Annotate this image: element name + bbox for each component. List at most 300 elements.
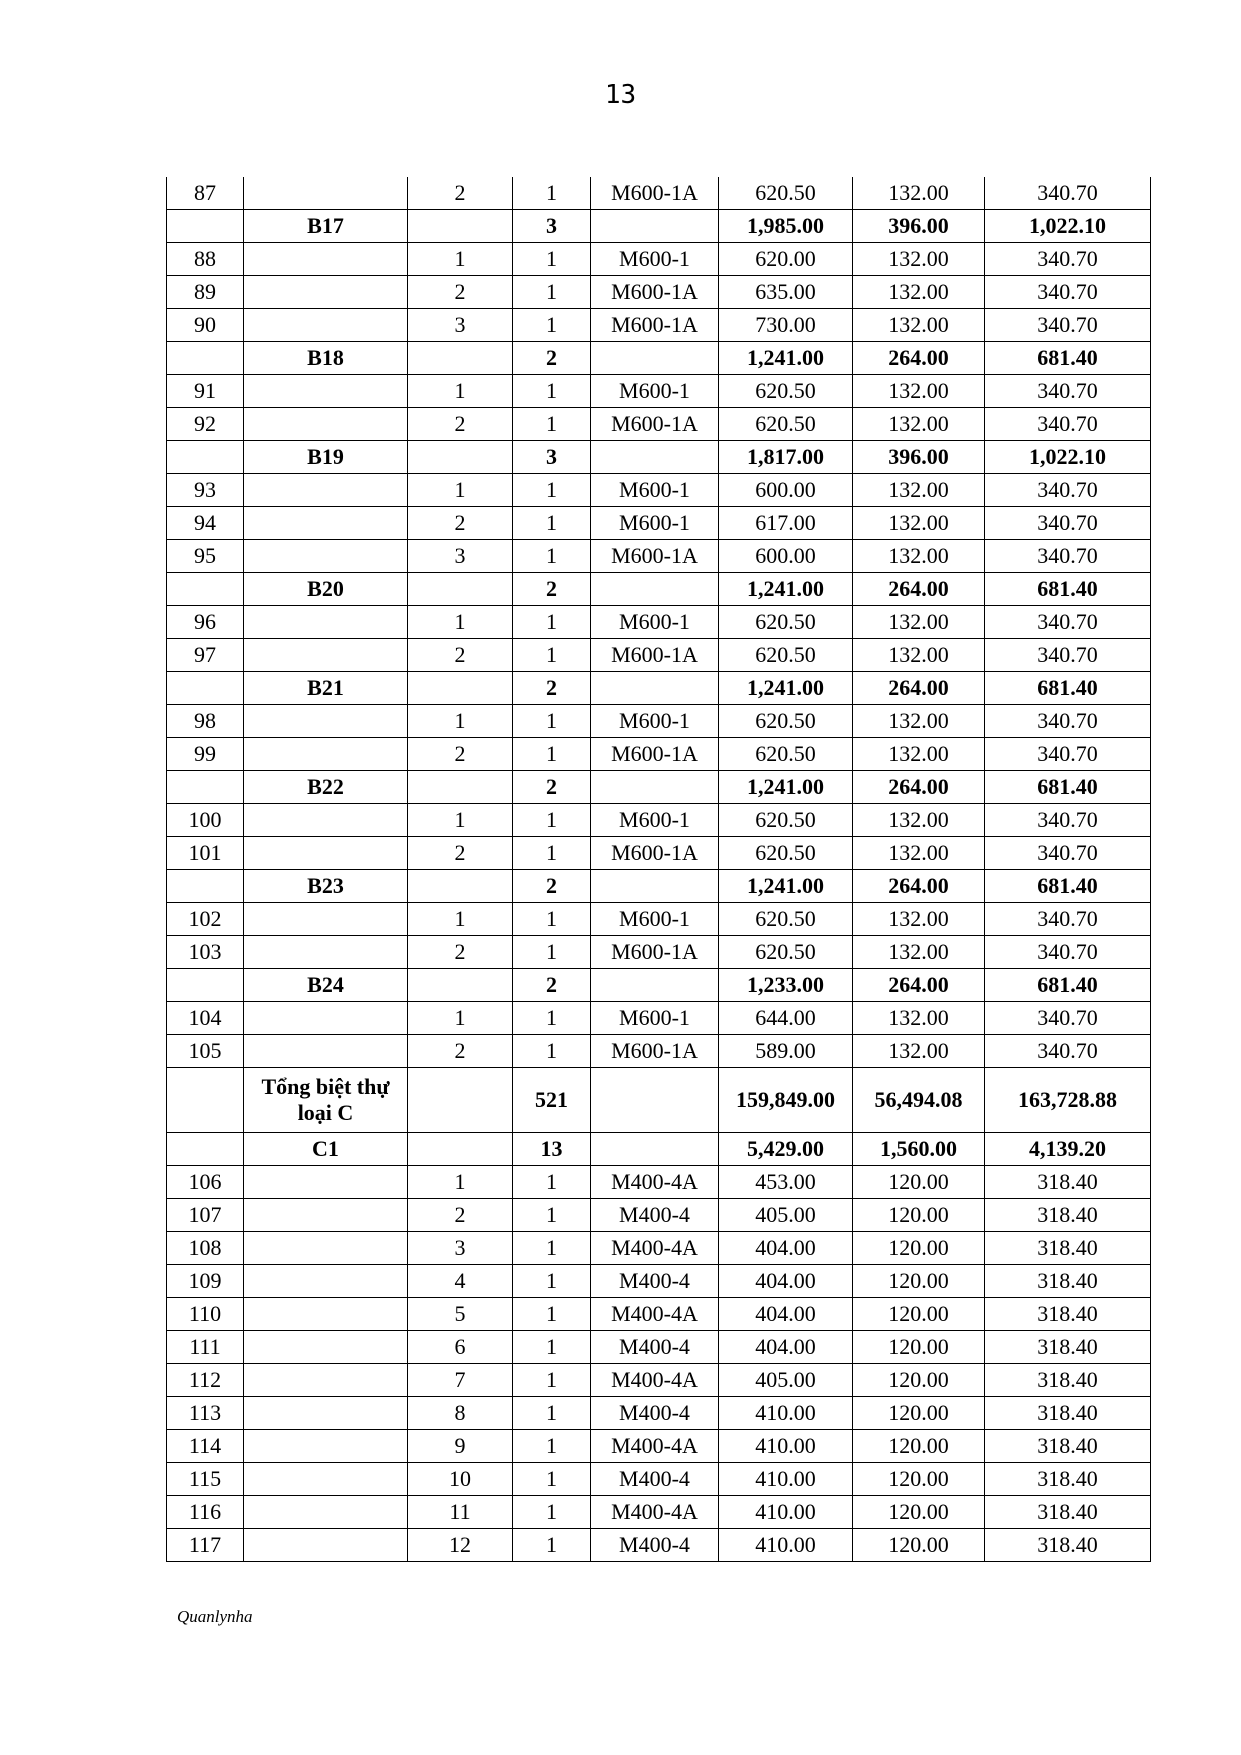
table-row	[167, 1232, 1151, 1265]
block-name-cell	[244, 1397, 408, 1430]
unit-index-cell	[408, 870, 513, 903]
row-number-cell: 116	[167, 1496, 244, 1529]
quantity-cell: 1	[513, 243, 591, 276]
building-area-cell: 264.00	[853, 672, 985, 705]
quantity-cell: 1	[513, 837, 591, 870]
quantity-cell: 1	[513, 1166, 591, 1199]
row-number-cell	[167, 441, 244, 474]
model-cell: M600-1	[591, 903, 719, 936]
block-name-cell	[244, 1002, 408, 1035]
quantity-cell: 1	[513, 507, 591, 540]
building-area-cell: 132.00	[853, 738, 985, 771]
block-name-cell	[244, 474, 408, 507]
group-subtotal-row	[167, 672, 1151, 705]
block-name-cell	[244, 276, 408, 309]
floor-area-cell: 318.40	[985, 1397, 1151, 1430]
unit-index-cell: 3	[408, 540, 513, 573]
unit-index-cell: 2	[408, 276, 513, 309]
building-area-cell: 120.00	[853, 1397, 985, 1430]
model-cell	[591, 1068, 719, 1133]
floor-area-cell: 340.70	[985, 936, 1151, 969]
footer-label: Quanlynha	[177, 1607, 253, 1626]
model-cell: M600-1A	[591, 408, 719, 441]
land-area-cell: 5,429.00	[719, 1133, 853, 1166]
quantity-cell: 1	[513, 1529, 591, 1562]
floor-area-cell: 318.40	[985, 1265, 1151, 1298]
block-name-cell: C1	[244, 1133, 408, 1166]
model-cell: M400-4A	[591, 1298, 719, 1331]
floor-area-cell: 681.40	[985, 969, 1151, 1002]
unit-index-cell	[408, 1068, 513, 1133]
block-name-cell	[244, 1430, 408, 1463]
land-area-cell: 1,241.00	[719, 870, 853, 903]
unit-index-cell: 1	[408, 903, 513, 936]
floor-area-cell: 340.70	[985, 474, 1151, 507]
table-row	[167, 1364, 1151, 1397]
table-row	[167, 1002, 1151, 1035]
building-area-cell: 120.00	[853, 1199, 985, 1232]
land-area-cell: 620.00	[719, 243, 853, 276]
row-number-cell: 113	[167, 1397, 244, 1430]
block-name-cell	[244, 837, 408, 870]
floor-area-cell: 681.40	[985, 573, 1151, 606]
unit-index-cell: 1	[408, 375, 513, 408]
quantity-cell: 1	[513, 1430, 591, 1463]
building-area-cell: 132.00	[853, 903, 985, 936]
unit-index-cell: 6	[408, 1331, 513, 1364]
floor-area-cell: 340.70	[985, 177, 1151, 210]
model-cell: M400-4	[591, 1199, 719, 1232]
unit-index-cell: 1	[408, 1166, 513, 1199]
land-area-cell: 410.00	[719, 1496, 853, 1529]
land-area-cell: 159,849.00	[719, 1068, 853, 1133]
block-name-cell: B22	[244, 771, 408, 804]
building-area-cell: 132.00	[853, 375, 985, 408]
floor-area-cell: 340.70	[985, 243, 1151, 276]
model-cell: M400-4A	[591, 1166, 719, 1199]
building-area-cell: 120.00	[853, 1364, 985, 1397]
building-area-cell: 132.00	[853, 276, 985, 309]
land-area-cell: 620.50	[719, 408, 853, 441]
unit-index-cell: 3	[408, 1232, 513, 1265]
row-number-cell: 93	[167, 474, 244, 507]
model-cell: M600-1	[591, 1002, 719, 1035]
floor-area-cell: 318.40	[985, 1430, 1151, 1463]
floor-area-cell: 318.40	[985, 1199, 1151, 1232]
model-cell	[591, 573, 719, 606]
block-name-cell	[244, 1364, 408, 1397]
land-area-cell: 453.00	[719, 1166, 853, 1199]
land-area-cell: 635.00	[719, 276, 853, 309]
quantity-cell: 1	[513, 705, 591, 738]
land-area-cell: 1,241.00	[719, 672, 853, 705]
land-area-cell: 600.00	[719, 540, 853, 573]
unit-index-cell: 1	[408, 606, 513, 639]
block-name-cell	[244, 1463, 408, 1496]
land-area-cell: 1,233.00	[719, 969, 853, 1002]
land-area-cell: 404.00	[719, 1331, 853, 1364]
building-area-cell: 56,494.08	[853, 1068, 985, 1133]
building-area-cell: 132.00	[853, 243, 985, 276]
table-body	[167, 177, 1151, 1562]
unit-index-cell	[408, 969, 513, 1002]
quantity-cell: 3	[513, 441, 591, 474]
quantity-cell: 1	[513, 606, 591, 639]
land-area-cell: 620.50	[719, 639, 853, 672]
row-number-cell	[167, 771, 244, 804]
land-area-cell: 410.00	[719, 1430, 853, 1463]
block-name-cell: B21	[244, 672, 408, 705]
block-name-cell: B17	[244, 210, 408, 243]
unit-index-cell	[408, 441, 513, 474]
land-area-cell: 589.00	[719, 1035, 853, 1068]
building-area-cell: 132.00	[853, 639, 985, 672]
land-area-cell: 620.50	[719, 903, 853, 936]
table-row	[167, 837, 1151, 870]
villa-area-table	[166, 177, 1151, 1562]
land-area-cell: 620.50	[719, 804, 853, 837]
unit-index-cell: 1	[408, 243, 513, 276]
model-cell: M400-4	[591, 1397, 719, 1430]
floor-area-cell: 318.40	[985, 1496, 1151, 1529]
block-name-cell: B18	[244, 342, 408, 375]
building-area-cell: 120.00	[853, 1430, 985, 1463]
building-area-cell: 264.00	[853, 870, 985, 903]
unit-index-cell: 5	[408, 1298, 513, 1331]
table-row	[167, 1298, 1151, 1331]
building-area-cell: 132.00	[853, 507, 985, 540]
unit-index-cell: 8	[408, 1397, 513, 1430]
model-cell: M600-1A	[591, 1035, 719, 1068]
floor-area-cell: 340.70	[985, 837, 1151, 870]
quantity-cell: 2	[513, 342, 591, 375]
floor-area-cell: 340.70	[985, 804, 1151, 837]
table-row	[167, 1529, 1151, 1562]
block-name-cell	[244, 705, 408, 738]
table-row	[167, 375, 1151, 408]
floor-area-cell: 340.70	[985, 375, 1151, 408]
land-area-cell: 1,817.00	[719, 441, 853, 474]
row-number-cell: 92	[167, 408, 244, 441]
unit-index-cell	[408, 1133, 513, 1166]
block-name-cell	[244, 1232, 408, 1265]
model-cell	[591, 441, 719, 474]
table-row	[167, 804, 1151, 837]
row-number-cell: 110	[167, 1298, 244, 1331]
building-area-cell: 132.00	[853, 837, 985, 870]
block-name-cell	[244, 309, 408, 342]
model-cell: M400-4	[591, 1463, 719, 1496]
unit-index-cell: 9	[408, 1430, 513, 1463]
building-area-cell: 120.00	[853, 1496, 985, 1529]
table-row	[167, 1463, 1151, 1496]
land-area-cell: 620.50	[719, 738, 853, 771]
building-area-cell: 396.00	[853, 210, 985, 243]
block-name-cell: B24	[244, 969, 408, 1002]
block-name-cell	[244, 1199, 408, 1232]
quantity-cell: 13	[513, 1133, 591, 1166]
unit-index-cell: 1	[408, 1002, 513, 1035]
model-cell	[591, 210, 719, 243]
building-area-cell: 132.00	[853, 540, 985, 573]
row-number-cell: 106	[167, 1166, 244, 1199]
floor-area-cell: 681.40	[985, 870, 1151, 903]
group-subtotal-row	[167, 870, 1151, 903]
table-row	[167, 1199, 1151, 1232]
table-row	[167, 936, 1151, 969]
block-name-cell	[244, 177, 408, 210]
land-area-cell: 1,241.00	[719, 573, 853, 606]
quantity-cell: 1	[513, 540, 591, 573]
table-row	[167, 1265, 1151, 1298]
quantity-cell: 1	[513, 1199, 591, 1232]
land-area-cell: 620.50	[719, 837, 853, 870]
floor-area-cell: 681.40	[985, 771, 1151, 804]
building-area-cell: 120.00	[853, 1331, 985, 1364]
row-number-cell	[167, 342, 244, 375]
model-cell: M400-4	[591, 1529, 719, 1562]
floor-area-cell: 340.70	[985, 309, 1151, 342]
group-subtotal-row	[167, 210, 1151, 243]
model-cell: M600-1A	[591, 309, 719, 342]
building-area-cell: 120.00	[853, 1166, 985, 1199]
floor-area-cell: 4,139.20	[985, 1133, 1151, 1166]
block-name-cell: Tổng biệt thự loại C	[244, 1068, 408, 1133]
block-name-cell	[244, 738, 408, 771]
model-cell	[591, 672, 719, 705]
model-cell: M400-4A	[591, 1430, 719, 1463]
table-row	[167, 903, 1151, 936]
unit-index-cell	[408, 672, 513, 705]
unit-index-cell: 2	[408, 1199, 513, 1232]
quantity-cell: 2	[513, 969, 591, 1002]
unit-index-cell: 2	[408, 507, 513, 540]
block-name-cell	[244, 1496, 408, 1529]
building-area-cell: 120.00	[853, 1298, 985, 1331]
row-number-cell	[167, 969, 244, 1002]
block-name-cell	[244, 408, 408, 441]
quantity-cell: 2	[513, 870, 591, 903]
row-number-cell: 104	[167, 1002, 244, 1035]
quantity-cell: 1	[513, 639, 591, 672]
quantity-cell: 1	[513, 375, 591, 408]
floor-area-cell: 340.70	[985, 540, 1151, 573]
unit-index-cell: 7	[408, 1364, 513, 1397]
building-area-cell: 132.00	[853, 177, 985, 210]
row-number-cell: 101	[167, 837, 244, 870]
grand-total-row	[167, 1068, 1151, 1133]
row-number-cell: 112	[167, 1364, 244, 1397]
unit-index-cell: 2	[408, 639, 513, 672]
model-cell: M600-1	[591, 804, 719, 837]
unit-index-cell: 2	[408, 936, 513, 969]
land-area-cell: 404.00	[719, 1298, 853, 1331]
floor-area-cell: 318.40	[985, 1298, 1151, 1331]
table-row	[167, 1496, 1151, 1529]
row-number-cell	[167, 210, 244, 243]
row-number-cell: 107	[167, 1199, 244, 1232]
land-area-cell: 404.00	[719, 1232, 853, 1265]
land-area-cell: 617.00	[719, 507, 853, 540]
land-area-cell: 404.00	[719, 1265, 853, 1298]
floor-area-cell: 163,728.88	[985, 1068, 1151, 1133]
model-cell: M600-1	[591, 243, 719, 276]
land-area-cell: 644.00	[719, 1002, 853, 1035]
table-row	[167, 1397, 1151, 1430]
row-number-cell: 105	[167, 1035, 244, 1068]
quantity-cell: 1	[513, 1298, 591, 1331]
unit-index-cell: 12	[408, 1529, 513, 1562]
row-number-cell: 103	[167, 936, 244, 969]
land-area-cell: 730.00	[719, 309, 853, 342]
floor-area-cell: 318.40	[985, 1463, 1151, 1496]
block-name-cell	[244, 639, 408, 672]
floor-area-cell: 340.70	[985, 507, 1151, 540]
row-number-cell	[167, 573, 244, 606]
model-cell	[591, 870, 719, 903]
row-number-cell: 97	[167, 639, 244, 672]
table-row	[167, 309, 1151, 342]
floor-area-cell: 340.70	[985, 903, 1151, 936]
block-name-cell	[244, 1298, 408, 1331]
floor-area-cell: 318.40	[985, 1529, 1151, 1562]
building-area-cell: 264.00	[853, 969, 985, 1002]
quantity-cell: 1	[513, 1331, 591, 1364]
unit-index-cell: 2	[408, 1035, 513, 1068]
quantity-cell: 3	[513, 210, 591, 243]
table-row	[167, 474, 1151, 507]
quantity-cell: 1	[513, 1035, 591, 1068]
model-cell: M400-4A	[591, 1232, 719, 1265]
block-name-cell	[244, 375, 408, 408]
unit-index-cell	[408, 573, 513, 606]
model-cell: M400-4A	[591, 1496, 719, 1529]
building-area-cell: 120.00	[853, 1232, 985, 1265]
building-area-cell: 132.00	[853, 804, 985, 837]
floor-area-cell: 340.70	[985, 705, 1151, 738]
group-subtotal-row	[167, 771, 1151, 804]
block-name-cell: B19	[244, 441, 408, 474]
row-number-cell	[167, 1133, 244, 1166]
row-number-cell: 114	[167, 1430, 244, 1463]
building-area-cell: 132.00	[853, 1035, 985, 1068]
land-area-cell: 620.50	[719, 375, 853, 408]
floor-area-cell: 318.40	[985, 1331, 1151, 1364]
quantity-cell: 1	[513, 738, 591, 771]
land-area-cell: 620.50	[719, 936, 853, 969]
row-number-cell: 91	[167, 375, 244, 408]
unit-index-cell	[408, 771, 513, 804]
row-number-cell	[167, 672, 244, 705]
land-area-cell: 1,985.00	[719, 210, 853, 243]
quantity-cell: 1	[513, 1397, 591, 1430]
row-number-cell: 88	[167, 243, 244, 276]
quantity-cell: 2	[513, 573, 591, 606]
row-number-cell: 102	[167, 903, 244, 936]
quantity-cell: 2	[513, 672, 591, 705]
group-subtotal-row	[167, 1133, 1151, 1166]
model-cell: M600-1A	[591, 540, 719, 573]
row-number-cell: 109	[167, 1265, 244, 1298]
quantity-cell: 1	[513, 1232, 591, 1265]
model-cell	[591, 1133, 719, 1166]
table-row	[167, 639, 1151, 672]
unit-index-cell: 4	[408, 1265, 513, 1298]
building-area-cell: 120.00	[853, 1463, 985, 1496]
model-cell	[591, 771, 719, 804]
floor-area-cell: 1,022.10	[985, 441, 1151, 474]
model-cell: M600-1	[591, 606, 719, 639]
floor-area-cell: 340.70	[985, 276, 1151, 309]
block-name-cell	[244, 804, 408, 837]
unit-index-cell: 2	[408, 738, 513, 771]
table-row	[167, 705, 1151, 738]
block-name-cell	[244, 1265, 408, 1298]
building-area-cell: 1,560.00	[853, 1133, 985, 1166]
floor-area-cell: 318.40	[985, 1166, 1151, 1199]
block-name-cell	[244, 606, 408, 639]
row-number-cell: 111	[167, 1331, 244, 1364]
unit-index-cell: 11	[408, 1496, 513, 1529]
land-area-cell: 410.00	[719, 1397, 853, 1430]
unit-index-cell: 1	[408, 804, 513, 837]
row-number-cell: 108	[167, 1232, 244, 1265]
building-area-cell: 132.00	[853, 936, 985, 969]
model-cell: M600-1A	[591, 837, 719, 870]
land-area-cell: 620.50	[719, 177, 853, 210]
row-number-cell: 100	[167, 804, 244, 837]
floor-area-cell: 340.70	[985, 738, 1151, 771]
quantity-cell: 1	[513, 309, 591, 342]
building-area-cell: 132.00	[853, 474, 985, 507]
floor-area-cell: 681.40	[985, 342, 1151, 375]
building-area-cell: 132.00	[853, 1002, 985, 1035]
block-name-cell	[244, 507, 408, 540]
building-area-cell: 264.00	[853, 342, 985, 375]
page-number: 13	[604, 80, 637, 110]
unit-index-cell: 1	[408, 474, 513, 507]
quantity-cell: 1	[513, 276, 591, 309]
quantity-cell: 1	[513, 1002, 591, 1035]
block-name-cell	[244, 1331, 408, 1364]
group-subtotal-row	[167, 969, 1151, 1002]
model-cell: M600-1A	[591, 738, 719, 771]
row-number-cell: 89	[167, 276, 244, 309]
row-number-cell: 94	[167, 507, 244, 540]
model-cell: M600-1A	[591, 639, 719, 672]
unit-index-cell	[408, 342, 513, 375]
quantity-cell: 1	[513, 936, 591, 969]
block-name-cell	[244, 1166, 408, 1199]
model-cell: M600-1	[591, 375, 719, 408]
model-cell: M400-4	[591, 1265, 719, 1298]
floor-area-cell: 681.40	[985, 672, 1151, 705]
table-row	[167, 540, 1151, 573]
group-subtotal-row	[167, 573, 1151, 606]
row-number-cell: 98	[167, 705, 244, 738]
row-number-cell: 117	[167, 1529, 244, 1562]
building-area-cell: 132.00	[853, 606, 985, 639]
block-name-cell	[244, 243, 408, 276]
block-name-cell	[244, 936, 408, 969]
table-row	[167, 1035, 1151, 1068]
quantity-cell: 1	[513, 903, 591, 936]
land-area-cell: 620.50	[719, 705, 853, 738]
building-area-cell: 264.00	[853, 771, 985, 804]
model-cell: M400-4	[591, 1331, 719, 1364]
quantity-cell: 1	[513, 804, 591, 837]
land-area-cell: 620.50	[719, 606, 853, 639]
